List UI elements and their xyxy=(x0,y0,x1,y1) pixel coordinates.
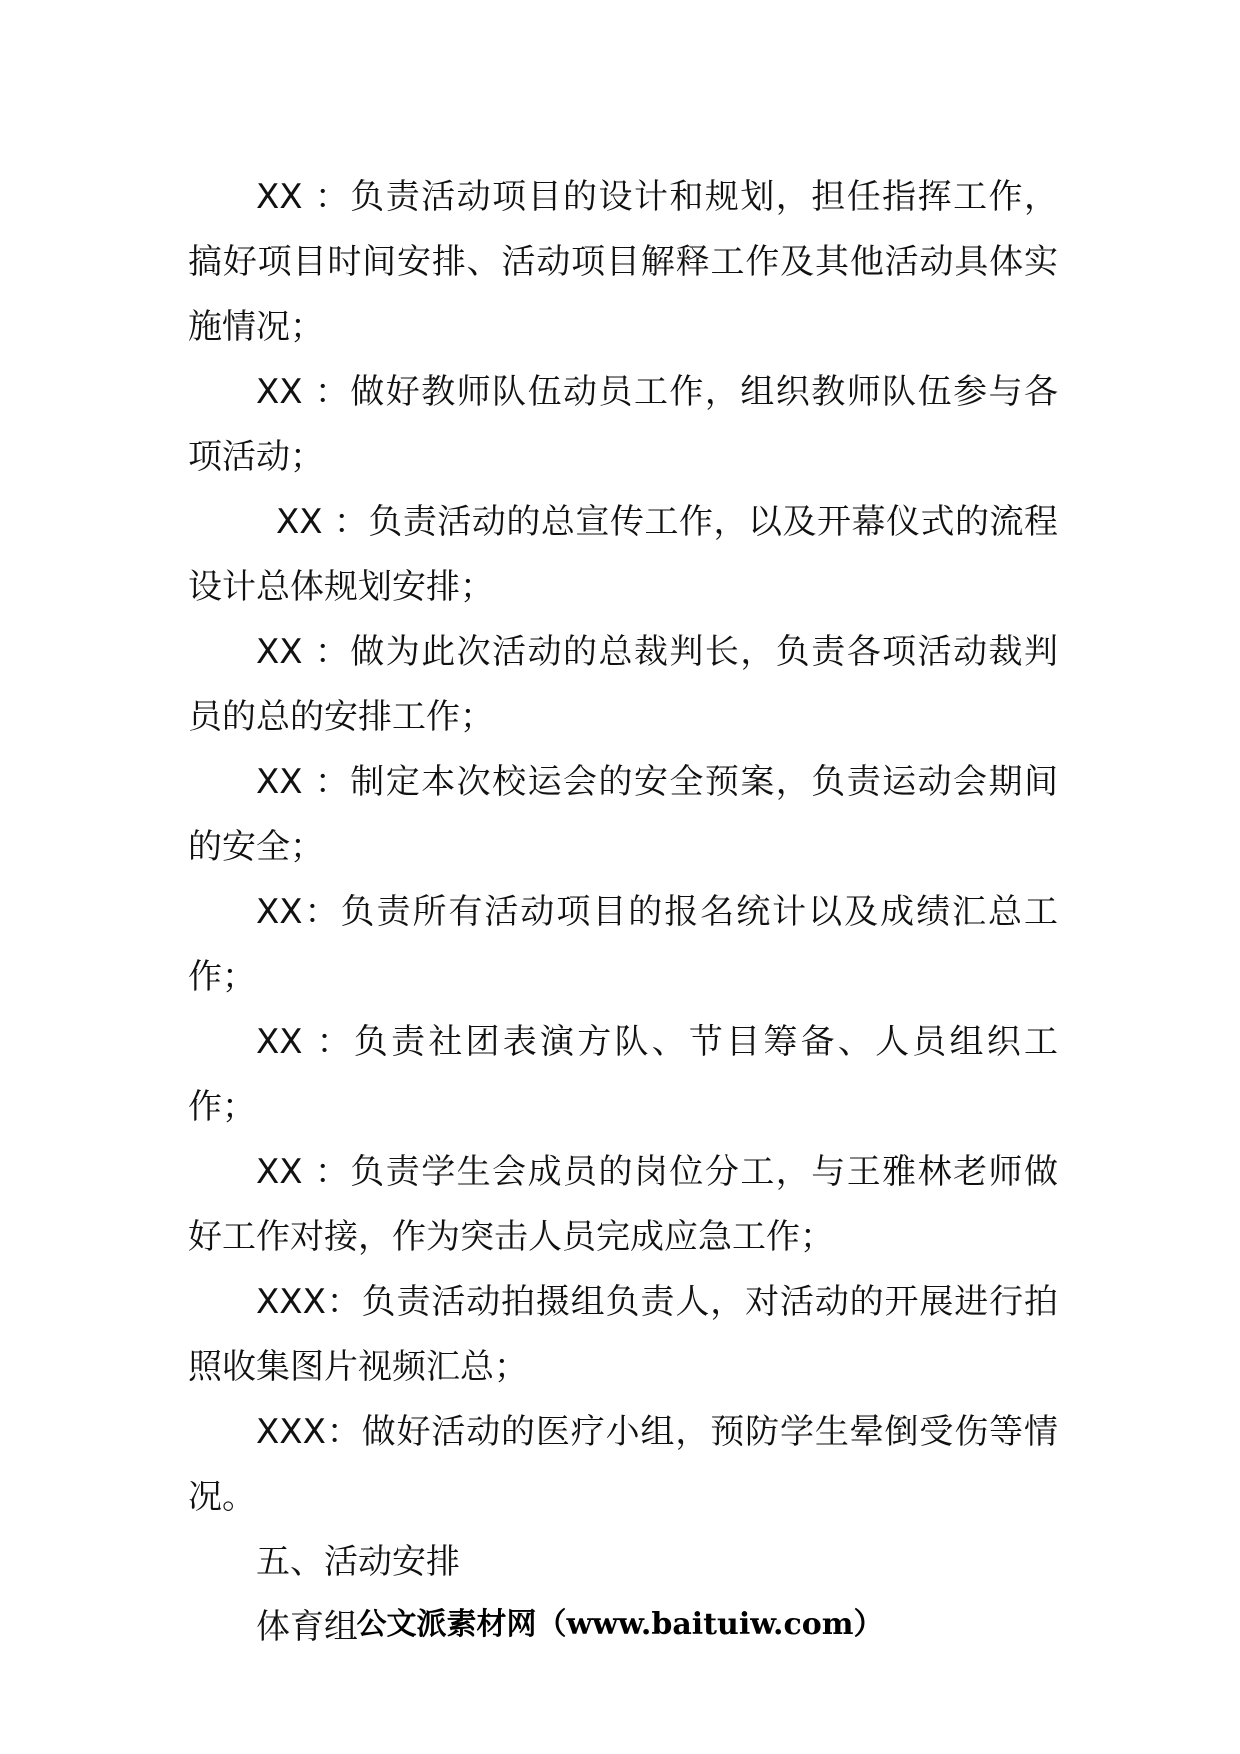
paragraph-student-union: XX ：负责学生会成员的岗位分工，与王雅林老师做好工作对接，作为突击人员完成应急工作； xyxy=(188,1152,1058,1257)
paragraph-safety-plan: XX ：制定本次校运会的安全预案，负责运动会期间的安全； xyxy=(188,762,1058,867)
paragraph-publicity: XX ：负责活动的总宣传工作，以及开幕仪式的流程设计总体规划安排； xyxy=(188,502,1058,607)
document-body xyxy=(188,165,1058,1660)
paragraph-registration-stats: XX：负责所有活动项目的报名统计以及成绩汇总工作； xyxy=(188,892,1058,997)
subheading-sports-group: 体育组 xyxy=(256,1607,358,1647)
section-heading-activity-arrangement: 五、活动安排 xyxy=(256,1542,460,1582)
paragraph-medical-team: XXX：做好活动的医疗小组，预防学生晕倒受伤等情况。 xyxy=(188,1412,1058,1517)
paragraph-club-performance: XX ：负责社团表演方队、节目筹备、人员组织工作； xyxy=(188,1022,1058,1127)
paragraph-photography: XXX：负责活动拍摄组负责人，对活动的开展进行拍照收集图片视频汇总； xyxy=(188,1282,1058,1387)
paragraph-teacher-mobilization: XX ：做好教师队伍动员工作，组织教师队伍参与各项活动； xyxy=(188,372,1058,477)
footer-watermark: 公文派素材网（www.baituiw.com） xyxy=(356,1607,884,1642)
paragraph-design-planning: XX ：负责活动项目的设计和规划，担任指挥工作，搞好项目时间安排、活动项目解释工作及其他活动具体实施情况； xyxy=(188,177,1058,347)
paragraph-chief-referee: XX ：做为此次活动的总裁判长，负责各项活动裁判员的总的安排工作； xyxy=(188,632,1058,737)
